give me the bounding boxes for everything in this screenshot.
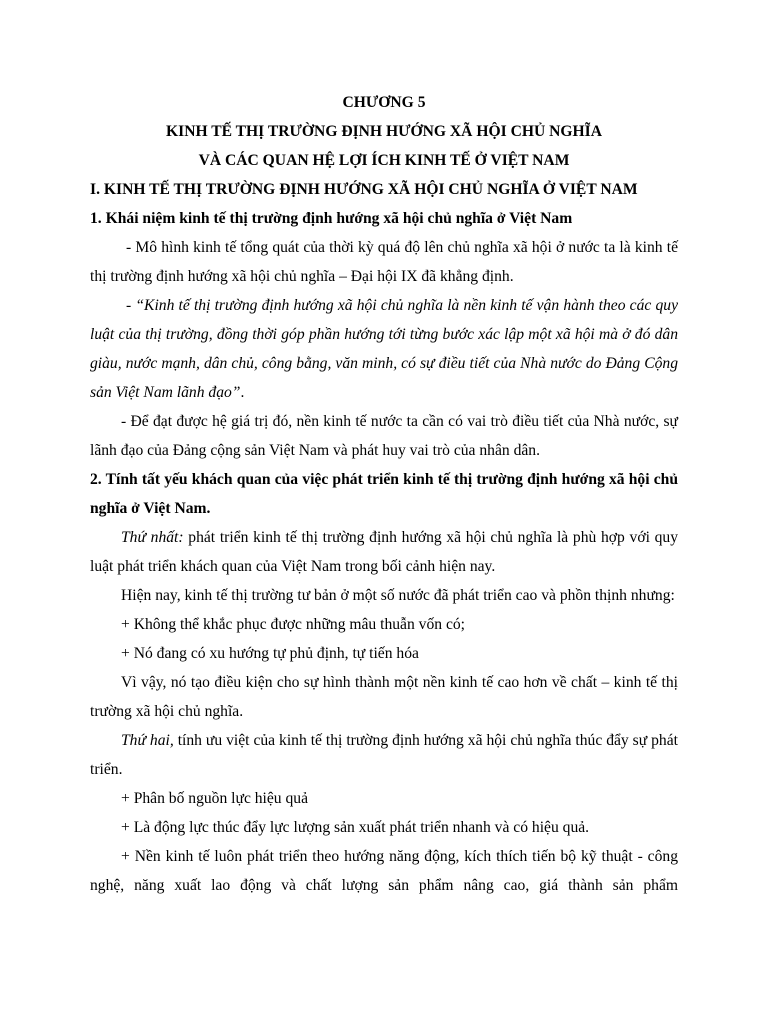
chapter-title-line-1: KINH TẾ THỊ TRƯỜNG ĐỊNH HƯỚNG XÃ HỘI CHỦ NGHĨA — [166, 123, 602, 140]
paragraph-9-lead: Thứ hai, — [121, 732, 174, 749]
chapter-number: CHƯƠNG 5 — [342, 94, 426, 111]
bullet-2: + Nó đang có xu hướng tự phủ định, tự tiến hóa — [121, 645, 419, 662]
paragraph-2-quote: “Kinh tế thị trường định hướng xã hội chủ nghĩa là nền kinh tế vận hành theo các quy luật của thị trường, đồng thời góp phần hướng tới từng bước xác lập một xã hội mà ở đó dân giàu, nước mạnh, dân chủ, công bằng, văn minh, có sự điều tiết của Nhà nước do Đảng Cộng sản Việt Nam lãnh đạo” — [90, 297, 679, 401]
bullet-4: + Là động lực thúc đẩy lực lượng sản xuất phát triển nhanh và có hiệu quả. — [121, 819, 590, 836]
paragraph-1: - Mô hình kinh tế tổng quát của thời kỳ quá độ lên chủ nghĩa xã hội ở nước ta là kinh tế thị trường định hướng xã hội chủ nghĩa – Đại hội IX đã khẳng định. — [90, 239, 678, 285]
paragraph-2-prefix: - — [126, 297, 136, 314]
paragraph-4-lead: Thứ nhất: — [121, 529, 184, 546]
paragraph-5: Hiện nay, kinh tế thị trường tư bản ở một số nước đã phát triển cao và phồn thịnh nhưng: — [121, 587, 675, 604]
section-1-heading: I. KINH TẾ THỊ TRƯỜNG ĐỊNH HƯỚNG XÃ HỘI CHỦ NGHĨA Ở VIỆT NAM — [90, 181, 638, 198]
subsection-2-heading: 2. Tính tất yếu khách quan của việc phát triển kinh tế thị trường định hướng xã hội chủ nghĩa ở Việt Nam. — [90, 471, 678, 517]
paragraph-4-text: phát triển kinh tế thị trường định hướng xã hội chủ nghĩa là phù hợp với quy luật phát triển khách quan của Việt Nam trong bối cảnh hiện nay. — [90, 529, 678, 575]
bullet-1: + Không thể khắc phục được những mâu thuẫn vốn có; — [121, 616, 466, 633]
paragraph-3: - Để đạt được hệ giá trị đó, nền kinh tế nước ta cần có vai trò điều tiết của Nhà nước, sự lãnh đạo của Đảng cộng sản Việt Nam và phát huy vai trò của nhân dân. — [90, 413, 678, 459]
paragraph-9-text: tính ưu việt của kinh tế thị trường định hướng xã hội chủ nghĩa thúc đẩy sự phát triển. — [90, 732, 678, 778]
paragraph-9 — [90, 726, 678, 784]
paragraph-8: Vì vậy, nó tạo điều kiện cho sự hình thành một nền kinh tế cao hơn về chất – kinh tế thị trường xã hội chủ nghĩa. — [90, 674, 678, 720]
paragraph-2 — [90, 291, 678, 407]
paragraph-4 — [90, 523, 678, 581]
bullet-5: + Nền kinh tế luôn phát triển theo hướng năng động, kích thích tiến bộ kỹ thuật - công nghệ, năng xuất lao động và chất lượng sản phẩm nâng cao, giá thành sản phẩm — [90, 848, 678, 894]
bullet-3: + Phân bố nguồn lực hiệu quả — [121, 790, 309, 807]
chapter-title-line-2: VÀ CÁC QUAN HỆ LỢI ÍCH KINH TẾ Ở VIỆT NAM — [198, 152, 570, 169]
subsection-1-heading: 1. Khái niệm kinh tế thị trường định hướng xã hội chủ nghĩa ở Việt Nam — [90, 210, 573, 227]
paragraph-2-suffix: . — [240, 384, 245, 401]
